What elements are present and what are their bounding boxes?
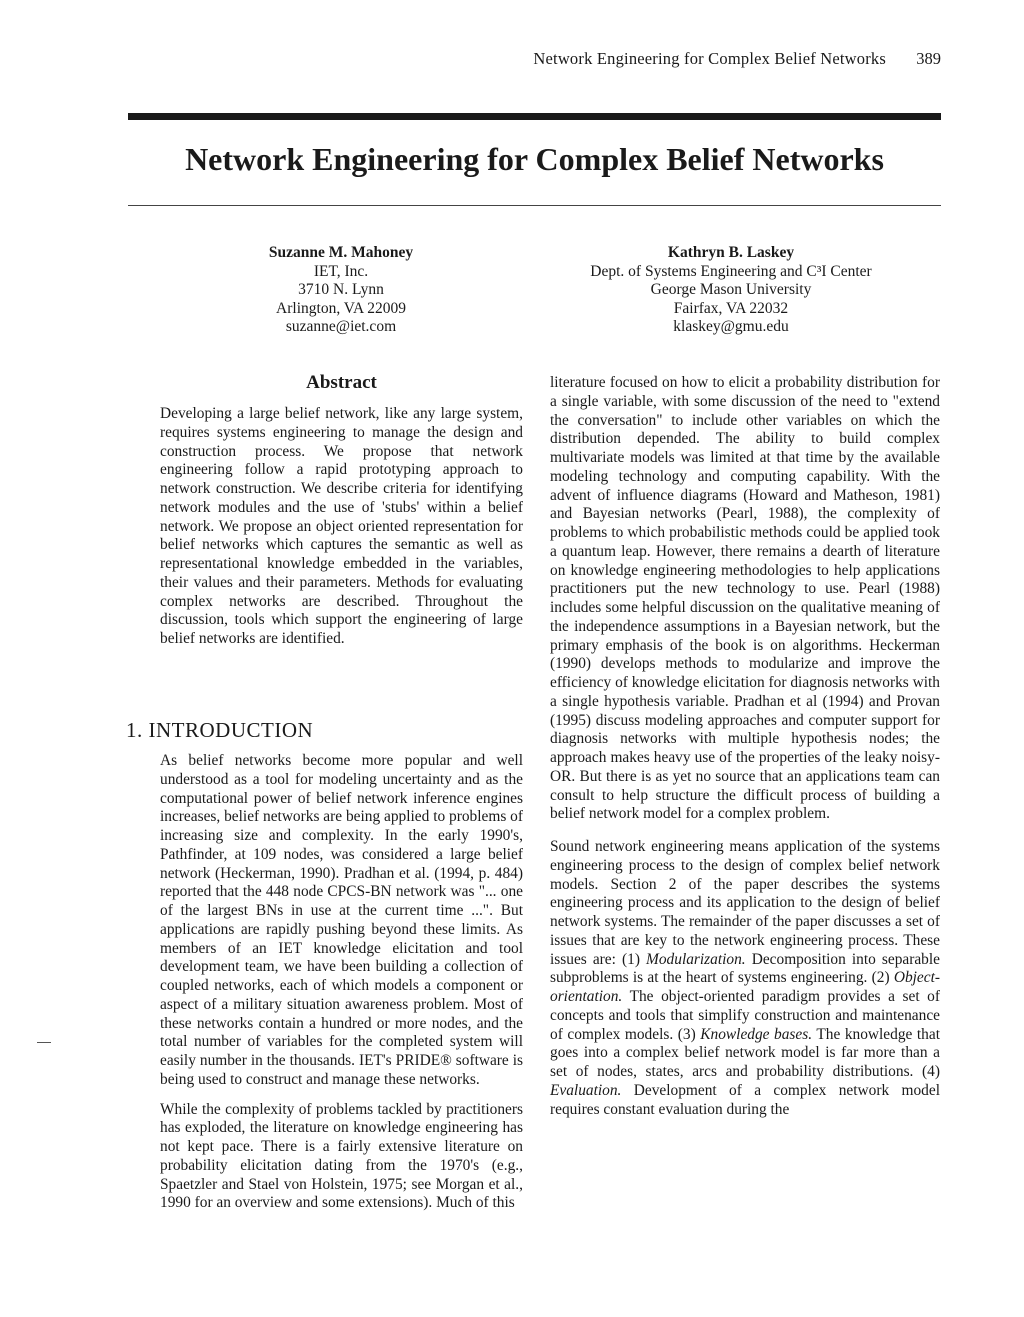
author-name: Suzanne M. Mahoney (268, 244, 414, 261)
issue-item: (2) Object-orientation. The object-oriented paradigm provides a set of concepts and tools that simplify construction and maintenance of complex models. (550, 969, 940, 1043)
issue-item: (4) Evaluation. Development of a complex network model requires constant evaluation during the (550, 1063, 940, 1118)
issue-item: (1) Modularization. Decomposition into separable subproblems is at the heart of systems engineering. (550, 950, 940, 987)
abstract-heading: Abstract (306, 372, 377, 393)
author-affiliation: Dept. of Systems Engineering and C³I Center (590, 262, 872, 280)
margin-mark (37, 1042, 51, 1043)
issues-intro: Sound network engineering means application of the systems engineering process to the design of complex belief network models. Section 2 of the paper describes the systems engineering process and its application to the design of belief network systems. The remainder of the paper discusses a set of issues that are key to the network engineering process. These issues are: (550, 838, 940, 968)
issue-label: Modularization. (646, 950, 746, 968)
section-heading-introduction: 1. INTRODUCTION (126, 718, 314, 742)
paragraph: As belief networks become more popular and well understood as a tool for modeling uncertainty and as the computational power of belief network inference engines increases, belief networks are being applied to problems of increasing size and complexity. In the early 1990's, Pathfinder, at 109 nodes, was considered a large belief network (Heckerman, 1990). Pradhan et al. (1994, p. 484) reported that the 448 node CPCS-BN network was "... one of the largest BNs in use at the current time ...". But applications are rapidly pushing beyond these limits. As members of an IET knowledge elicitation and tool development team, we have been building a collection of coupled networks, each of which models a component or aspect of a military situation awareness problem. Most of these networks contain a hundred or more nodes, and the total number of variables for the completed system will easily number in the thousands. IET's PRIDE® software is being used to construct and manage these networks. (160, 752, 523, 1088)
title-rule-bottom (128, 205, 941, 206)
issue-label: Object-orientation. (550, 969, 940, 1005)
paragraph: While the complexity of problems tackled by practitioners has exploded, the literature on knowledge engineering has not kept pace. There is a fairly extensive literature on probability elicitation dating from the 1970's (e.g., Spaetzler and Stael von Holstein, 1975; see Morgan et al., 1990 for an overview and some extensions). Much of this (160, 1100, 523, 1212)
author-affiliation: IET, Inc. (313, 262, 369, 280)
paper-title: Network Engineering for Complex Belief Networks (185, 141, 884, 177)
running-title: Network Engineering for Complex Belief Networks (533, 49, 886, 68)
author-block-2 (531, 244, 931, 337)
author-city: Arlington, VA 22009 (276, 299, 406, 317)
author-email: suzanne@iet.com (285, 318, 397, 336)
right-column (550, 374, 940, 1130)
author-email: klaskey@gmu.edu (673, 318, 789, 336)
page-number: 389 (916, 49, 941, 68)
author-street: 3710 N. Lynn (298, 281, 384, 299)
abstract-body (160, 405, 523, 660)
paragraph: literature focused on how to elicit a probability distribution for a single variable, with some discussion of the need to "extend the conversation" to include other variables on which the distribution depended. The ability to build complex multivariate models was limited at that time by the available modeling technology and computing capability. With the advent of influence diagrams (Howard and Matheson, 1981) and Bayesian networks (Pearl, 1988), the complexity of problems to which probabilistic methods could be applied took a quantum leap. However, there remains a dearth of literature on knowledge engineering methodologies to help applications practitioners put the new technology to use. Pearl (1988) includes some helpful discussion on the qualitative meaning of the independence assumptions in a Bayesian network, but the primary emphasis of the book is on algorithms. Heckerman (1990) develops methods to modularize and improve the efficiency of knowledge elicitation for diagnosis networks with a single hypothesis variable. Pradhan et al (1994) and Provan (1995) discuss modeling approaches and computer support for diagnosis networks with multiple hypothesis nodes; the approach makes heavy use of the properties of the leaky noisy-OR. But there is as yet no source that an applications team can consult to help structure the difficult process of building a belief network model for a complex problem. (550, 374, 940, 823)
issue-label: Knowledge bases. (700, 1025, 813, 1043)
issue-label: Evaluation. (550, 1081, 622, 1099)
issue-item: (3) Knowledge bases. The knowledge that goes into a complex belief network model is far more than a set of nodes, states, arcs and probability distributions. (550, 1025, 940, 1080)
introduction-body (160, 752, 523, 1224)
abstract-text: Developing a large belief network, like any large system, requires systems engineering to manage the design and construction process. We propose that network engineering follow a rapid prototyping approach to network construction. We describe criteria for identifying network modules and the use of 'stubs' within a belief network. We propose an object oriented representation for belief networks which captures the semantic as well as representational knowledge embedded in the variables, their values and their parameters. Methods for evaluating complex networks are described. Throughout the discussion, tools which support the engineering of large belief networks are identified. (160, 405, 523, 647)
author-university: George Mason University (650, 281, 812, 299)
paragraph-issues (550, 838, 940, 1119)
title-rule-top (128, 113, 941, 120)
author-city: Fairfax, VA 22032 (673, 299, 789, 317)
author-name: Kathryn B. Laskey (667, 244, 795, 261)
author-block-1 (141, 244, 541, 337)
